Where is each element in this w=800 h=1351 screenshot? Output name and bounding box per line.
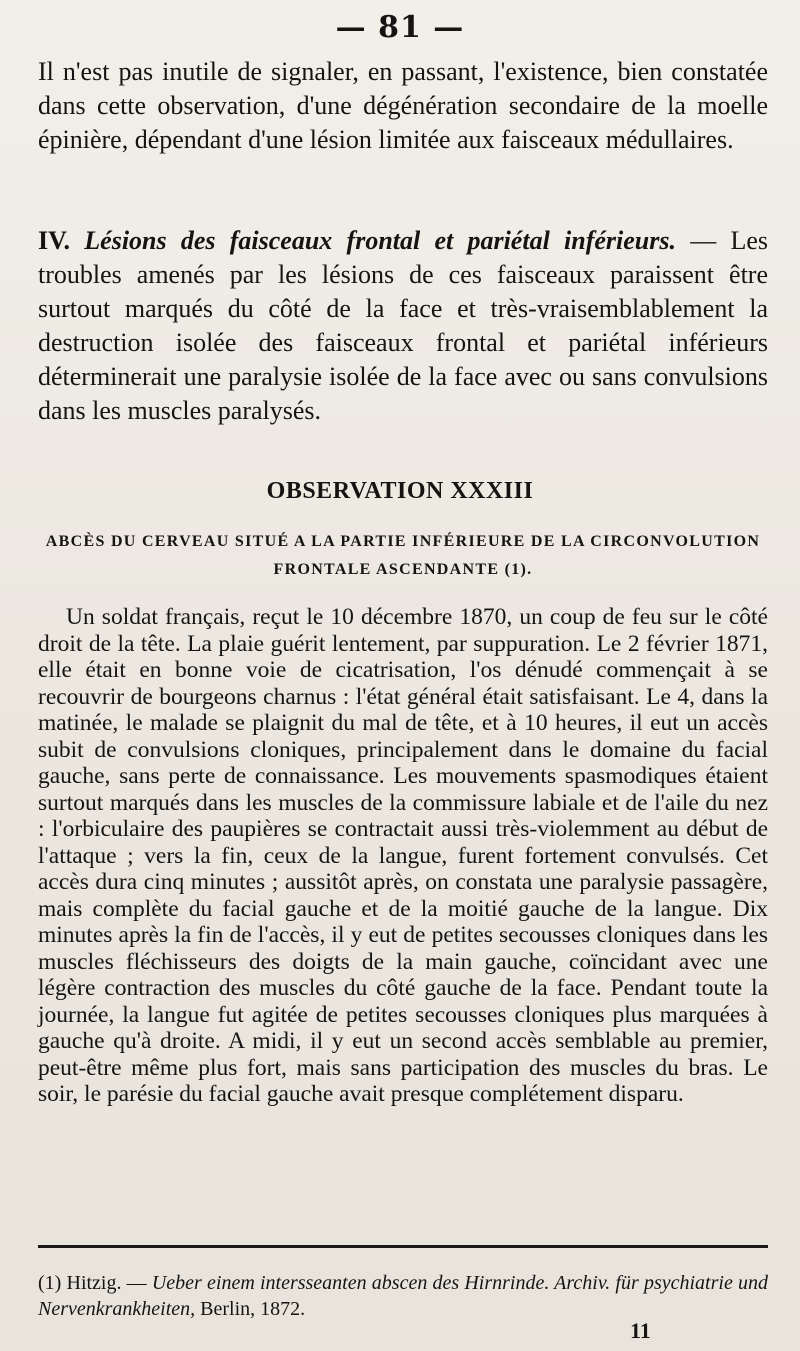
footnote-reference-title: Ueber einem intersseanten abscen des Hirnrinde. Archiv. für psychiatrie und Nervenkrankheiten, bbox=[38, 1272, 768, 1320]
paragraph-intro: Il n'est pas inutile de signaler, en passant, l'existence, bien constatée dans cette observation, d'une dégénération secondaire de la moelle épinière, dépendant d'une lésion limitée aux faisceaux médullaires. bbox=[38, 57, 768, 154]
observation-title: OBSERVATION XXXIII bbox=[266, 478, 534, 504]
footnote-prefix: (1) Hitzig. — bbox=[38, 1272, 152, 1294]
footnote-divider bbox=[38, 1245, 768, 1248]
footnote-suffix: Berlin, 1872. bbox=[195, 1298, 306, 1320]
section-title: Lésions des faisceaux frontal et pariétal inférieurs. bbox=[84, 226, 676, 255]
footnote bbox=[38, 1270, 768, 1322]
observation-subtitle: ABCÈS DU CERVEAU SITUÉ A LA PARTIE INFÉRIEURE DE LA CIRCONVOLUTION FRONTALE ASCENDANTE (1). bbox=[45, 533, 761, 578]
section-body: — Les troubles amenés par les lésions de ces faisceaux paraissent être surtout marqués du côté de la face et très-vraisemblablement la destruction isolée des faisceaux frontal et pariétal inférieurs déterminerait une paralysie isolée de la face avec ou sans convulsions dans les muscles paralysés. bbox=[38, 226, 769, 425]
observation-body: Un soldat français, reçut le 10 décembre 1870, un coup de feu sur le côté droit de la tête. La plaie guérit lentement, par suppuration. Le 2 février 1871, elle était en bonne voie de cicatrisation, l'os dénudé commençait à se recouvrir de bourgeons charnus : l'état général était satisfaisant. Le 4, dans la matinée, le malade se plaignit du mal de tête, et à 10 heures, il eut un accès subit de convulsions cloniques, principalement dans le domaine du facial gauche, sans perte de connaissance. Les mouvements spasmodiques étaient surtout marqués dans les muscles de la commissure labiale et de l'aile du nez : l'orbiculaire des paupières se contractait aussi très-violemment au début de l'attaque ; vers la fin, ceux de la langue, furent fortement convulsés. Cet accès dura cinq minutes ; aussitôt après, on constata une paralysie passagère, mais complète du facial gauche et de la moitié gauche de la langue. Dix minutes après la fin de l'accès, il y eut de petites secousses cloniques dans les muscles fléchisseurs des doigts de la main gauche, coïncidant avec une légère contraction des muscles du côté gauche de la face. Pendant toute la journée, la langue fut agitée de petites secousses cloniques plus marquées à gauche qu'à droite. A midi, il y eut un second accès semblable au premier, peut-être même plus fort, mais sans participation des muscles du bras. Le soir, le parésie du facial gauche avait presque complétement disparu. bbox=[38, 604, 768, 1107]
section-iv bbox=[38, 224, 768, 428]
section-number: IV. bbox=[38, 226, 71, 255]
page-number: — 81 — bbox=[335, 10, 465, 45]
signature-mark: 11 bbox=[630, 1318, 651, 1343]
